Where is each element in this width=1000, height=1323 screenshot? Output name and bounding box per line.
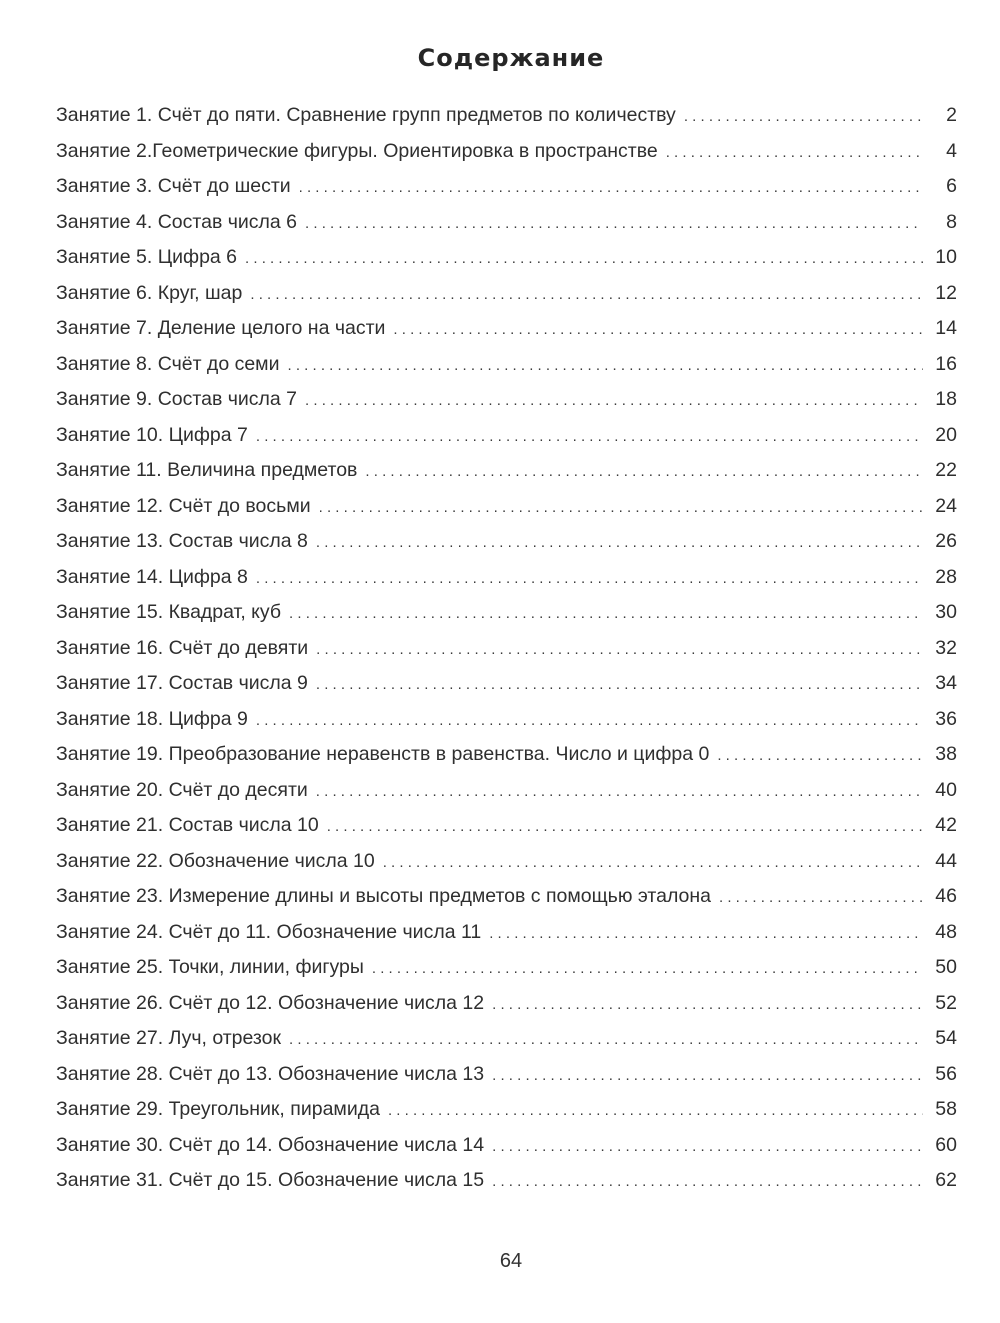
toc-entry-page: 38 xyxy=(935,743,957,765)
dot-leader xyxy=(372,951,923,987)
toc-entry-title: Занятие 12. Счёт до восьми xyxy=(56,494,311,517)
dot-leader xyxy=(492,1058,923,1094)
toc-entry-title: Занятие 27. Луч, отрезок xyxy=(56,1027,282,1049)
toc-entry-page: 24 xyxy=(935,494,957,517)
toc-entry-page: 42 xyxy=(935,814,957,836)
toc-entry-page: 12 xyxy=(935,281,957,304)
toc-entry-page: 44 xyxy=(935,849,957,872)
toc-entry-title: Занятие 20. Счёт до десяти xyxy=(56,778,308,801)
toc-entry-page: 56 xyxy=(935,1062,957,1085)
dot-leader xyxy=(256,419,923,455)
toc-entry-title: Занятие 14. Цифра 8 xyxy=(56,565,248,588)
toc-entry-page: 8 xyxy=(946,210,957,233)
toc-entry-page: 52 xyxy=(935,991,957,1014)
page-number: 64 xyxy=(499,1250,523,1272)
dot-leader xyxy=(299,170,923,206)
dot-leader xyxy=(492,1129,923,1165)
toc-entry-page: 58 xyxy=(935,1098,957,1120)
dot-leader xyxy=(365,454,923,490)
toc-entry-title: Занятие 3. Счёт до шести xyxy=(56,175,291,197)
toc-entry-title: Занятие 15. Квадрат, куб xyxy=(56,601,282,623)
dot-leader xyxy=(327,809,923,845)
toc-entry xyxy=(56,702,957,738)
toc-entry-page: 14 xyxy=(935,317,957,339)
toc-entry xyxy=(56,524,957,560)
toc-entry xyxy=(56,808,957,844)
toc-entry xyxy=(56,240,957,276)
toc-entry-page: 16 xyxy=(935,352,957,375)
toc-entry-page: 36 xyxy=(935,707,957,730)
toc-entry-title: Занятие 9. Состав числа 7 xyxy=(56,388,298,410)
page-title: Содержание xyxy=(417,44,605,72)
toc-entry xyxy=(56,382,957,418)
toc-entry xyxy=(56,1128,957,1164)
toc-entry-page: 4 xyxy=(946,139,957,162)
toc-entry xyxy=(56,1057,957,1093)
toc-entry-title: Занятие 31. Счёт до 15. Обозначение числа 15 xyxy=(56,1169,485,1191)
toc-entry xyxy=(56,1092,957,1128)
toc-entry xyxy=(56,879,957,915)
toc-entry-page: 10 xyxy=(935,246,957,268)
dot-leader xyxy=(492,987,923,1023)
dot-leader xyxy=(256,561,923,597)
toc-entry-page: 50 xyxy=(935,956,957,978)
toc-entry xyxy=(56,986,957,1022)
dot-leader xyxy=(250,277,923,313)
toc-entry-title: Занятие 19. Преобразование неравенств в равенства. Число и цифра 0 xyxy=(56,743,710,765)
dot-leader xyxy=(289,1022,923,1058)
toc-entry-page: 2 xyxy=(946,104,957,126)
table-of-contents xyxy=(56,98,957,1199)
toc-entry xyxy=(56,489,957,525)
toc-entry xyxy=(56,844,957,880)
toc-entry-page: 48 xyxy=(935,920,957,943)
toc-entry-title: Занятие 10. Цифра 7 xyxy=(56,423,248,446)
toc-entry xyxy=(56,205,957,241)
dot-leader xyxy=(393,312,923,348)
toc-entry-title: Занятие 29. Треугольник, пирамида xyxy=(56,1098,380,1120)
dot-leader xyxy=(316,774,923,810)
dot-leader xyxy=(305,206,923,242)
toc-entry-title: Занятие 16. Счёт до девяти xyxy=(56,636,309,659)
toc-entry-title: Занятие 2.Геометрические фигуры. Ориентировка в пространстве xyxy=(56,139,658,162)
toc-entry-title: Занятие 5. Цифра 6 xyxy=(56,246,238,268)
dot-leader xyxy=(489,916,923,952)
toc-entry xyxy=(56,915,957,951)
toc-entry-page: 20 xyxy=(935,423,957,446)
toc-entry xyxy=(56,134,957,170)
toc-entry-title: Занятие 23. Измерение длины и высоты предметов с помощью эталона xyxy=(56,885,712,907)
toc-entry-page: 62 xyxy=(935,1169,957,1191)
toc-entry xyxy=(56,276,957,312)
toc-entry-page: 26 xyxy=(935,530,957,552)
toc-entry-title: Занятие 21. Состав числа 10 xyxy=(56,814,319,836)
toc-entry-title: Занятие 13. Состав числа 8 xyxy=(56,530,308,552)
toc-entry xyxy=(56,1021,957,1057)
dot-leader xyxy=(666,135,923,171)
dot-leader xyxy=(388,1093,923,1129)
toc-entry-page: 18 xyxy=(935,388,957,410)
toc-entry xyxy=(56,560,957,596)
toc-entry-title: Занятие 28. Счёт до 13. Обозначение числа 13 xyxy=(56,1062,485,1085)
toc-entry xyxy=(56,311,957,347)
dot-leader xyxy=(383,845,923,881)
toc-entry xyxy=(56,595,957,631)
toc-entry xyxy=(56,169,957,205)
dot-leader xyxy=(316,667,923,703)
toc-entry xyxy=(56,631,957,667)
toc-entry-title: Занятие 7. Деление целого на части xyxy=(56,317,386,339)
dot-leader xyxy=(717,738,923,774)
toc-entry-title: Занятие 17. Состав числа 9 xyxy=(56,672,308,694)
toc-entry-title: Занятие 11. Величина предметов xyxy=(56,459,358,481)
dot-leader xyxy=(684,99,923,135)
toc-entry xyxy=(56,418,957,454)
toc-entry xyxy=(56,1163,957,1199)
dot-leader xyxy=(319,490,923,526)
toc-entry-page: 40 xyxy=(935,778,957,801)
toc-entry-title: Занятие 30. Счёт до 14. Обозначение числа 14 xyxy=(56,1133,485,1156)
toc-entry xyxy=(56,737,957,773)
toc-entry-title: Занятие 6. Круг, шар xyxy=(56,281,243,304)
toc-entry-title: Занятие 1. Счёт до пяти. Сравнение групп предметов по количеству xyxy=(56,104,676,126)
toc-entry-title: Занятие 4. Состав числа 6 xyxy=(56,210,298,233)
toc-entry xyxy=(56,98,957,134)
toc-entry-page: 54 xyxy=(935,1027,957,1049)
toc-entry-page: 22 xyxy=(935,459,957,481)
dot-leader xyxy=(719,880,923,916)
toc-entry-title: Занятие 18. Цифра 9 xyxy=(56,707,248,730)
toc-entry-title: Занятие 22. Обозначение числа 10 xyxy=(56,849,375,872)
toc-entry-title: Занятие 8. Счёт до семи xyxy=(56,352,280,375)
toc-entry-page: 60 xyxy=(935,1133,957,1156)
toc-entry-page: 34 xyxy=(935,672,957,694)
toc-entry-title: Занятие 26. Счёт до 12. Обозначение числа 12 xyxy=(56,991,485,1014)
toc-entry xyxy=(56,666,957,702)
dot-leader xyxy=(316,632,923,668)
toc-entry-page: 30 xyxy=(935,601,957,623)
toc-entry xyxy=(56,773,957,809)
toc-entry-title: Занятие 25. Точки, линии, фигуры xyxy=(56,956,364,978)
toc-entry-page: 32 xyxy=(935,636,957,659)
dot-leader xyxy=(256,703,923,739)
dot-leader xyxy=(245,241,923,277)
dot-leader xyxy=(316,525,923,561)
toc-entry-title: Занятие 24. Счёт до 11. Обозначение числа 11 xyxy=(56,920,482,943)
toc-entry xyxy=(56,347,957,383)
dot-leader xyxy=(305,383,923,419)
dot-leader xyxy=(289,596,923,632)
toc-entry xyxy=(56,453,957,489)
toc-entry-page: 46 xyxy=(935,885,957,907)
toc-entry-page: 28 xyxy=(935,565,957,588)
dot-leader xyxy=(492,1164,923,1200)
toc-entry xyxy=(56,950,957,986)
toc-entry-page: 6 xyxy=(946,175,957,197)
dot-leader xyxy=(287,348,923,384)
